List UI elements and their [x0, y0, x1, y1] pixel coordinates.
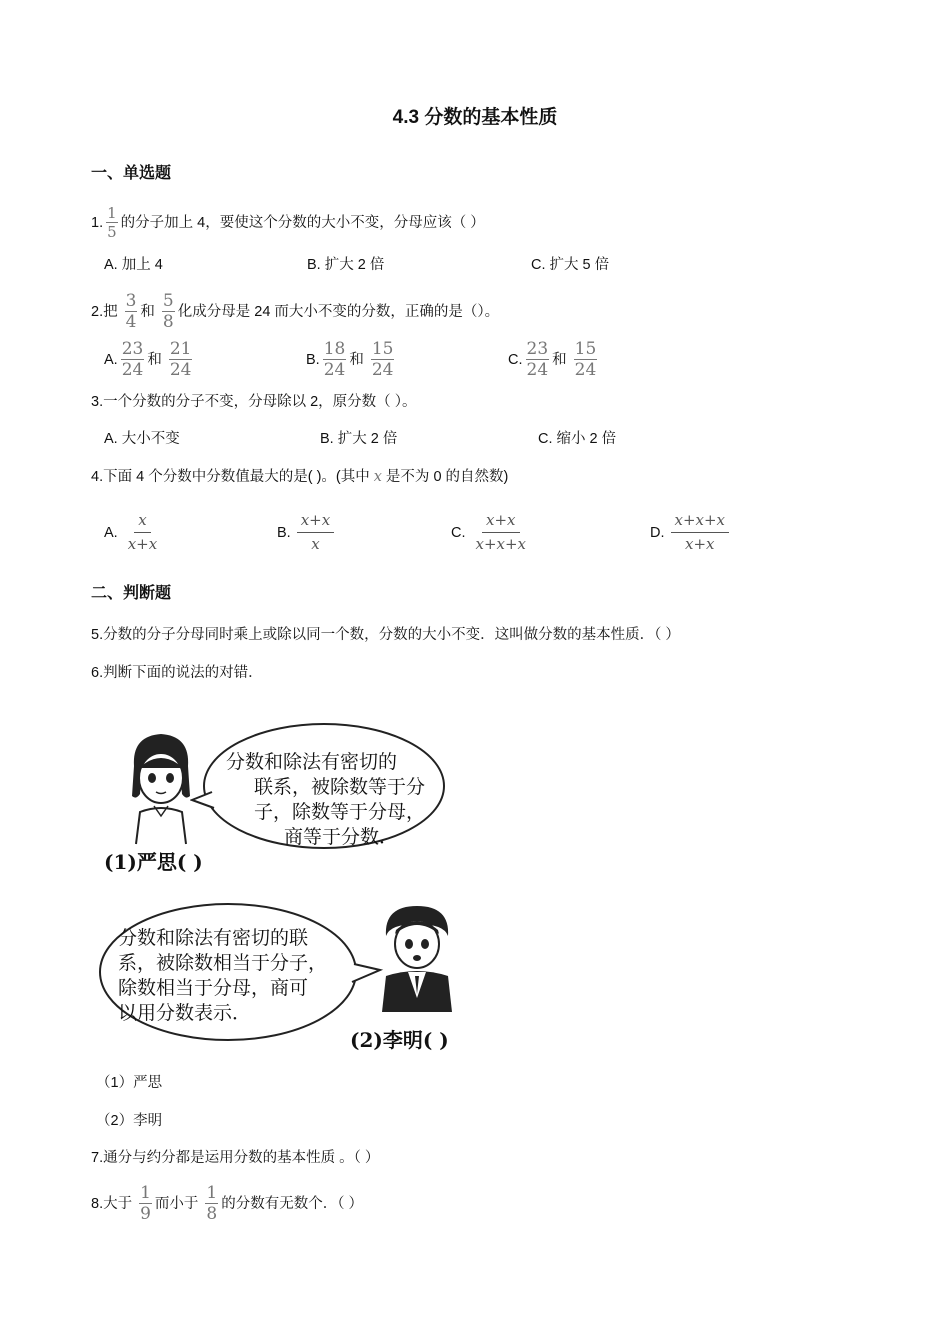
- bubble-line: 分数和除法有密切的: [226, 751, 398, 773]
- cartoon-label-2: (2)李明( ): [350, 1028, 449, 1052]
- denominator: x+x: [685, 535, 715, 553]
- q3-option-a: A. 大小不变: [104, 431, 180, 447]
- fraction: [526, 340, 550, 379]
- denominator: 8: [162, 312, 174, 332]
- bubble-line: 分数和除法有密切的联: [118, 927, 309, 949]
- bubble-line: 联系，被除数等于分: [254, 776, 426, 798]
- numerator: x: [134, 512, 150, 533]
- question-3: 3.一个分数的分子不变，分母除以 2，原分数（ ）。: [91, 394, 417, 410]
- bubble-line: 以用分数表示．: [118, 1002, 252, 1024]
- fraction-1-5: [106, 205, 118, 240]
- denominator: 24: [526, 360, 549, 380]
- numerator: x+x+x: [671, 512, 730, 533]
- denominator: 4: [125, 312, 137, 332]
- numerator: 1: [206, 1183, 218, 1203]
- question-1: [91, 205, 485, 240]
- numerator: x+x: [482, 512, 520, 533]
- section-heading-single-choice: 一、单选题: [91, 165, 172, 182]
- question-text: 的分子加上 4，要使这个分数的大小不变，分母应该（ ）: [120, 214, 485, 231]
- numerator: 3: [125, 291, 137, 311]
- question-suffix: 的分数有无数个．（ ）: [221, 1195, 364, 1212]
- option-label: C.: [508, 351, 523, 368]
- option-label: D.: [650, 524, 665, 541]
- question-middle: 而小于: [154, 1195, 199, 1212]
- denominator: 9: [140, 1204, 151, 1224]
- fraction: [574, 340, 598, 379]
- numerator: 21: [169, 339, 192, 359]
- question-text: 4.下面 4 个分数中分数值最大的是( )。(其中: [91, 469, 370, 485]
- q6-subitem-2: （2）李明: [96, 1113, 163, 1129]
- q1-option-b: B. 扩大 2 倍: [307, 257, 385, 273]
- question-text-after: 是不为 0 的自然数): [385, 469, 509, 485]
- option-label: A.: [104, 524, 118, 541]
- conjunction: 和: [147, 351, 162, 368]
- question-prefix: 8.大于: [91, 1195, 133, 1212]
- denominator: x: [311, 535, 320, 553]
- q4-option-a: [104, 512, 161, 553]
- fraction: [297, 512, 335, 553]
- q2-option-a: [104, 340, 195, 379]
- conjunction: 和: [552, 351, 567, 368]
- fraction: [323, 340, 347, 379]
- cartoon-label-1: (1)严思( ): [104, 850, 203, 874]
- denominator: x+x: [127, 535, 158, 553]
- bubble-1-text: [224, 750, 425, 850]
- q2-option-c: [508, 340, 600, 379]
- fraction-5-8: [162, 292, 175, 331]
- denominator: 24: [323, 360, 346, 380]
- fraction: [124, 512, 162, 553]
- fraction-3-4: [125, 292, 138, 331]
- bubble-line: 商等于分数．: [284, 826, 399, 848]
- conjunction: 和: [140, 303, 155, 320]
- cartoon-illustration: [96, 722, 496, 1052]
- fraction: [169, 340, 193, 379]
- boy-figure-icon: [372, 902, 462, 1014]
- question-number: 1.: [91, 214, 104, 231]
- question-2: [91, 292, 499, 331]
- numerator: 23: [526, 339, 549, 359]
- fraction: [472, 512, 531, 553]
- denominator: 8: [206, 1204, 218, 1224]
- question-5: 5.分数的分子分母同时乘上或除以同一个数，分数的大小不变．这叫做分数的基本性质．（ ）: [91, 627, 680, 643]
- bubble-line: 除数相当于分母，商可: [118, 977, 309, 999]
- variable-x: x: [373, 469, 382, 485]
- section-heading-judgement: 二、判断题: [91, 585, 172, 602]
- fraction-1-8: [205, 1184, 218, 1223]
- question-6: 6.判断下面的说法的对错．: [91, 665, 263, 681]
- denominator: 24: [371, 360, 394, 380]
- bubble-line: 系，被除数相当于分子，: [118, 952, 328, 974]
- question-text: 化成分母是 24 而大小不变的分数，正确的是（）。: [177, 303, 500, 320]
- question-8: [91, 1184, 363, 1223]
- fraction: [371, 340, 395, 379]
- q4-option-c: [451, 512, 530, 553]
- q1-option-c: C. 扩大 5 倍: [531, 257, 610, 273]
- q3-option-b: B. 扩大 2 倍: [320, 431, 398, 447]
- numerator: 23: [121, 339, 144, 359]
- option-label: B.: [277, 524, 291, 541]
- option-label: C.: [451, 524, 466, 541]
- fraction: [671, 512, 730, 553]
- numerator: x+x: [297, 512, 335, 533]
- conjunction: 和: [349, 351, 364, 368]
- question-4: [91, 466, 508, 488]
- numerator: 5: [162, 291, 174, 311]
- numerator: 15: [371, 339, 394, 359]
- fraction-1-9: [139, 1184, 152, 1223]
- bubble-2-text: [118, 926, 327, 1026]
- q4-option-b: [277, 512, 334, 553]
- q3-option-c: C. 缩小 2 倍: [538, 431, 617, 447]
- option-label: B.: [306, 351, 320, 368]
- page-title: 4.3 分数的基本性质: [392, 107, 558, 128]
- denominator: 5: [107, 223, 117, 241]
- denominator: x+x+x: [475, 535, 527, 553]
- numerator: 1: [140, 1183, 151, 1203]
- bubble-line: 子，除数等于分母，: [254, 801, 426, 823]
- numerator: 18: [323, 339, 346, 359]
- q6-subitem-1: （1）严思: [96, 1075, 163, 1091]
- option-label: A.: [104, 351, 118, 368]
- denominator: 24: [574, 360, 597, 380]
- denominator: 24: [121, 360, 144, 380]
- question-prefix: 2.把: [91, 303, 118, 320]
- q1-option-a: A. 加上 4: [104, 257, 163, 273]
- question-7: 7.通分与约分都是运用分数的基本性质 。（ ）: [91, 1150, 380, 1166]
- numerator: 15: [574, 339, 597, 359]
- fraction: [121, 340, 145, 379]
- q2-option-b: [306, 340, 397, 379]
- q4-option-d: [650, 512, 729, 553]
- numerator: 1: [107, 204, 117, 222]
- denominator: 24: [169, 360, 192, 380]
